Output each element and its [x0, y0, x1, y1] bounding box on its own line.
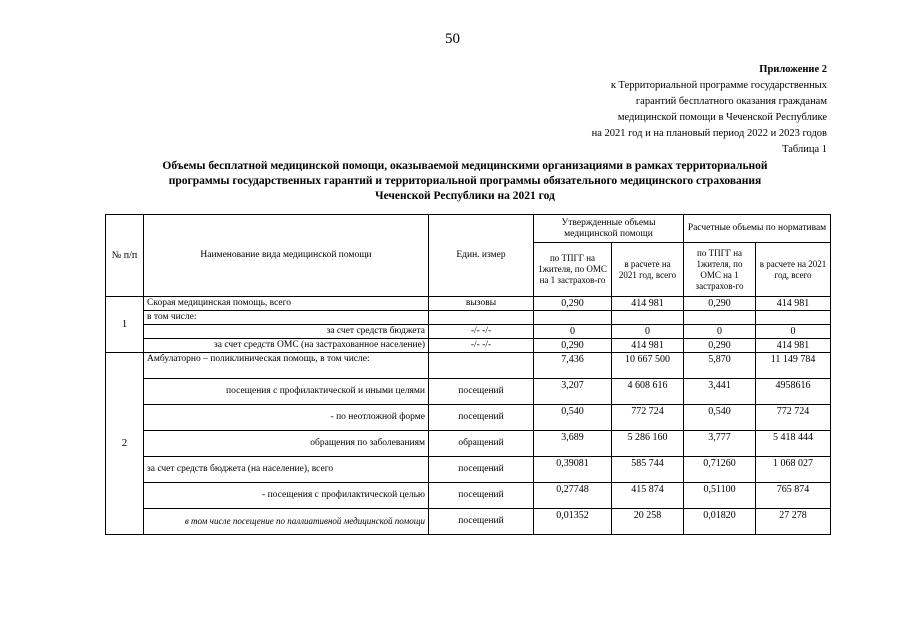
row-calculated-total: 4958616 — [756, 379, 831, 405]
row-number: 2 — [106, 353, 144, 535]
row-calculated-total: 11 149 784 — [756, 353, 831, 379]
title-line: Объемы бесплатной медицинской помощи, оказываемой медицинскими организациями в рамках территориальной — [162, 160, 768, 172]
row-approved-total: 0 — [612, 325, 684, 339]
header-num: № п/п — [106, 215, 144, 297]
row-calculated-total: 0 — [756, 325, 831, 339]
row-calculated-total: 27 278 — [756, 509, 831, 535]
table-row — [106, 509, 831, 535]
row-calculated-total: 1 068 027 — [756, 457, 831, 483]
row-calculated-total: 414 981 — [756, 339, 831, 353]
table-row — [106, 325, 831, 339]
table-row — [106, 483, 831, 509]
row-approved-total: 414 981 — [612, 297, 684, 311]
row-calculated-per-resident: 0,71260 — [684, 457, 756, 483]
row-name: - по неотложной форме — [144, 405, 429, 431]
row-unit: посещений — [429, 483, 534, 509]
row-name: в том числе: — [144, 311, 429, 325]
appendix-line: гарантий бесплатного оказания гражданам — [635, 96, 827, 107]
row-calculated-per-resident: 0,290 — [684, 339, 756, 353]
table-row — [106, 431, 831, 457]
table-row — [106, 353, 831, 379]
appendix-line: медицинской помощи в Чеченской Республике — [617, 112, 827, 123]
row-unit: обращений — [429, 431, 534, 457]
row-name: за счет средств бюджета (на население), всего — [144, 457, 429, 483]
appendix-line: на 2021 год и на плановый период 2022 и 2023 годов — [591, 128, 827, 139]
row-calculated-total: 414 981 — [756, 297, 831, 311]
row-approved-per-resident: 0,540 — [534, 405, 612, 431]
row-approved-per-resident: 0,27748 — [534, 483, 612, 509]
row-number: 1 — [106, 297, 144, 353]
row-name: за счет средств ОМС (на застрахованное население) — [144, 339, 429, 353]
row-name: Скорая медицинская помощь, всего — [144, 297, 429, 311]
row-name: в том числе посещение по паллиативной медицинской помощи — [144, 509, 429, 535]
appendix-heading: Приложение 2 — [759, 64, 827, 75]
row-name: Амбулаторно – поликлиническая помощь, в том числе: — [144, 353, 429, 379]
row-unit — [429, 353, 534, 379]
row-approved-total: 585 744 — [612, 457, 684, 483]
header-calculated: Расчетные объемы по нормативам — [684, 215, 831, 243]
row-name: - посещения с профилактической целью — [144, 483, 429, 509]
title-line: Чеченской Республики на 2021 год — [375, 190, 555, 202]
row-calculated-per-resident: 0,51100 — [684, 483, 756, 509]
row-approved-total: 5 286 160 — [612, 431, 684, 457]
row-calculated-per-resident: 3,441 — [684, 379, 756, 405]
row-approved-per-resident: 3,689 — [534, 431, 612, 457]
row-calculated-per-resident: 5,870 — [684, 353, 756, 379]
header-total: в расчете на 2021 год, всего — [612, 243, 684, 297]
header-name: Наименование вида медицинской помощи — [144, 215, 429, 297]
row-calculated-per-resident: 0,01820 — [684, 509, 756, 535]
row-name: за счет средств бюджета — [144, 325, 429, 339]
table-row — [106, 311, 831, 325]
row-approved-total: 414 981 — [612, 339, 684, 353]
row-calculated-per-resident: 0 — [684, 325, 756, 339]
row-calculated-total: 765 874 — [756, 483, 831, 509]
table-row — [106, 457, 831, 483]
table-row — [106, 405, 831, 431]
header-total: в расчете на 2021 год, всего — [756, 243, 831, 297]
row-calculated-per-resident: 0,540 — [684, 405, 756, 431]
document-title — [100, 159, 830, 204]
row-unit: посещений — [429, 379, 534, 405]
row-unit: -/- -/- — [429, 339, 534, 353]
row-approved-per-resident: 0,290 — [534, 339, 612, 353]
row-approved-per-resident: 0,39081 — [534, 457, 612, 483]
header-per-resident: по ТПГГ на 1жителя, по ОМС на 1 застрахов-го — [534, 243, 612, 297]
header-approved: Утвержденные объемы медицинской помощи — [534, 215, 684, 243]
row-calculated-per-resident: 0,290 — [684, 297, 756, 311]
appendix-block — [592, 62, 827, 158]
header-per-resident: по ТПГГ на 1жителя, по ОМС на 1 застрахов-го — [684, 243, 756, 297]
row-unit: посещений — [429, 457, 534, 483]
row-unit: вызовы — [429, 297, 534, 311]
row-approved-per-resident: 0,01352 — [534, 509, 612, 535]
title-line: программы государственных гарантий и территориальной программы обязательного медицинского страхования — [168, 175, 762, 187]
table-row — [106, 339, 831, 353]
row-approved-total: 772 724 — [612, 405, 684, 431]
row-unit: посещений — [429, 405, 534, 431]
table-row — [106, 297, 831, 311]
row-approved-total: 4 608 616 — [612, 379, 684, 405]
header-unit: Един. измер — [429, 215, 534, 297]
row-approved-per-resident: 7,436 — [534, 353, 612, 379]
row-approved-total: 20 258 — [612, 509, 684, 535]
row-name: обращения по заболеваниям — [144, 431, 429, 457]
row-approved-per-resident: 0,290 — [534, 297, 612, 311]
row-approved-total: 10 667 500 — [612, 353, 684, 379]
row-unit: посещений — [429, 509, 534, 535]
row-name: посещения с профилактической и иными целями — [144, 379, 429, 405]
page-number: 50 — [445, 31, 460, 47]
row-calculated-per-resident: 3,777 — [684, 431, 756, 457]
appendix-line: к Территориальной программе государственных — [610, 80, 827, 91]
row-calculated-total: 5 418 444 — [756, 431, 831, 457]
row-approved-per-resident: 3,207 — [534, 379, 612, 405]
row-approved-per-resident: 0 — [534, 325, 612, 339]
row-calculated-total: 772 724 — [756, 405, 831, 431]
table-row — [106, 379, 831, 405]
row-approved-total: 415 874 — [612, 483, 684, 509]
volumes-table — [105, 214, 831, 535]
row-unit: -/- -/- — [429, 325, 534, 339]
table-label: Таблица 1 — [782, 144, 827, 155]
